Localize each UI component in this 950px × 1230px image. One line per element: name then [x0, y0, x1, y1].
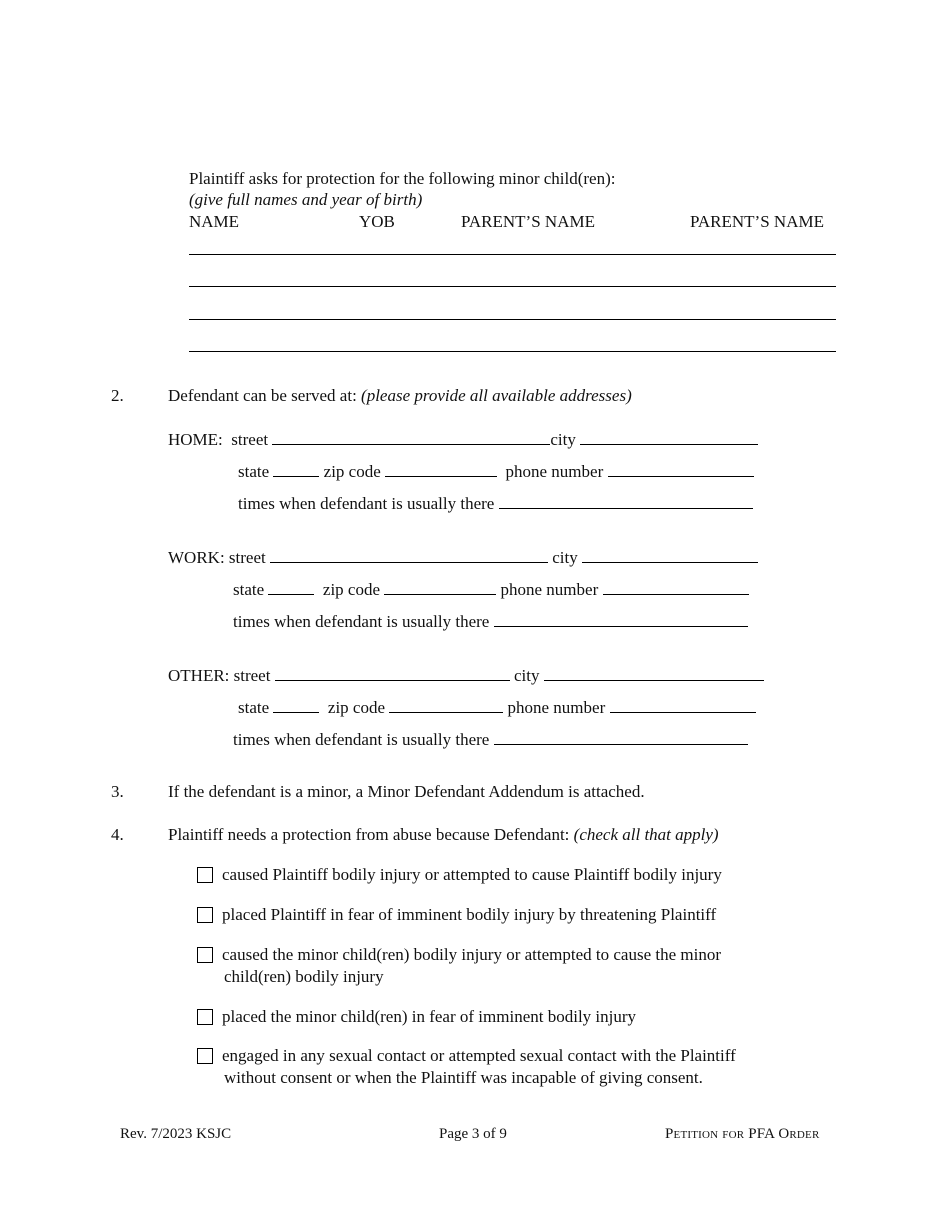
work-times-field[interactable] — [494, 611, 748, 627]
work-zip-label: zip code — [322, 580, 381, 599]
child-entry-line[interactable] — [189, 319, 836, 320]
work-phone-field[interactable] — [603, 579, 749, 595]
work-times-row — [233, 611, 748, 632]
footer-document-title: Petition for PFA Order — [665, 1126, 820, 1142]
home-city-field[interactable] — [580, 429, 758, 445]
work-city-field[interactable] — [582, 547, 758, 563]
other-times-field[interactable] — [494, 729, 748, 745]
other-city-label: city — [513, 666, 540, 685]
home-street-label: street — [231, 430, 269, 449]
other-state-label: state — [238, 698, 270, 717]
column-header-parent-2: PARENT’S NAME — [690, 212, 824, 231]
work-state-row — [233, 579, 749, 600]
section-4-lead: Plaintiff needs a protection from abuse because Defendant: — [168, 825, 570, 844]
home-label: HOME: — [168, 430, 223, 449]
work-phone-label: phone number — [500, 580, 599, 599]
other-zip-label: zip code — [327, 698, 386, 717]
work-city-label: city — [552, 548, 578, 567]
checkbox-child-injury[interactable] — [197, 947, 213, 963]
child-entry-line[interactable] — [189, 254, 836, 255]
work-street-label: street — [228, 548, 266, 567]
option-sexual-contact: engaged in any sexual contact or attempted sexual contact with the Plaintiff — [222, 1046, 736, 1065]
children-intro: Plaintiff asks for protection for the following minor child(ren): — [189, 169, 616, 188]
other-times-label: times when defendant is usually there — [233, 730, 490, 749]
section-4-number: 4. — [111, 825, 124, 844]
home-times-field[interactable] — [499, 493, 753, 509]
other-zip-field[interactable] — [389, 697, 503, 713]
other-state-field[interactable] — [273, 697, 319, 713]
home-times-row — [238, 493, 753, 514]
section-3-text: If the defendant is a minor, a Minor Defendant Addendum is attached. — [168, 782, 645, 801]
home-state-field[interactable] — [273, 461, 319, 477]
home-phone-label: phone number — [505, 462, 604, 481]
footer-revision: Rev. 7/2023 KSJC — [120, 1126, 232, 1142]
section-2-number: 2. — [111, 386, 124, 405]
other-phone-label: phone number — [507, 698, 606, 717]
other-street-row — [168, 665, 764, 686]
other-city-field[interactable] — [544, 665, 764, 681]
home-state-row — [238, 461, 754, 482]
option-fear-of-injury: placed Plaintiff in fear of imminent bodily injury by threatening Plaintiff — [222, 905, 717, 924]
option-bodily-injury: caused Plaintiff bodily injury or attempted to cause Plaintiff bodily injury — [222, 865, 722, 884]
column-header-yob: YOB — [359, 212, 395, 231]
work-times-label: times when defendant is usually there — [233, 612, 490, 631]
work-state-field[interactable] — [268, 579, 314, 595]
home-times-label: times when defendant is usually there — [238, 494, 495, 513]
other-street-field[interactable] — [275, 665, 510, 681]
home-street-row — [168, 429, 758, 450]
other-state-row — [238, 697, 756, 718]
column-header-name: NAME — [189, 212, 240, 231]
home-street-field[interactable] — [272, 429, 550, 445]
child-entry-line[interactable] — [189, 286, 836, 287]
children-instruction: (give full names and year of birth) — [189, 190, 423, 209]
option-child-fear: placed the minor child(ren) in fear of imminent bodily injury — [222, 1007, 637, 1026]
work-street-field[interactable] — [270, 547, 548, 563]
other-street-label: street — [233, 666, 271, 685]
footer-page-number: Page 3 of 9 — [439, 1126, 507, 1142]
section-4-heading — [168, 825, 719, 845]
column-header-parent-1: PARENT’S NAME — [461, 212, 595, 231]
option-child-injury: caused the minor child(ren) bodily injury or attempted to cause the minor — [222, 945, 721, 964]
section-2-note: (please provide all available addresses) — [361, 386, 632, 405]
other-label: OTHER: — [168, 666, 230, 685]
home-phone-field[interactable] — [608, 461, 754, 477]
home-state-label: state — [238, 462, 270, 481]
checkbox-fear-of-injury[interactable] — [197, 907, 213, 923]
section-3-number: 3. — [111, 782, 124, 801]
other-times-row — [233, 729, 748, 750]
section-4-note: (check all that apply) — [573, 825, 719, 844]
checkbox-sexual-contact[interactable] — [197, 1048, 213, 1064]
option-child-injury-cont: child(ren) bodily injury — [224, 967, 384, 986]
section-2-lead: Defendant can be served at: — [168, 386, 357, 405]
checkbox-child-fear[interactable] — [197, 1009, 213, 1025]
section-2-heading — [168, 386, 632, 406]
other-phone-field[interactable] — [610, 697, 756, 713]
work-label: WORK: — [168, 548, 225, 567]
home-city-label: city — [550, 430, 576, 449]
home-zip-field[interactable] — [385, 461, 497, 477]
home-zip-label: zip code — [323, 462, 381, 481]
work-state-label: state — [233, 580, 265, 599]
work-street-row — [168, 547, 758, 568]
option-sexual-contact-cont: without consent or when the Plaintiff was incapable of giving consent. — [224, 1068, 703, 1087]
checkbox-bodily-injury[interactable] — [197, 867, 213, 883]
work-zip-field[interactable] — [384, 579, 496, 595]
child-entry-line[interactable] — [189, 351, 836, 352]
